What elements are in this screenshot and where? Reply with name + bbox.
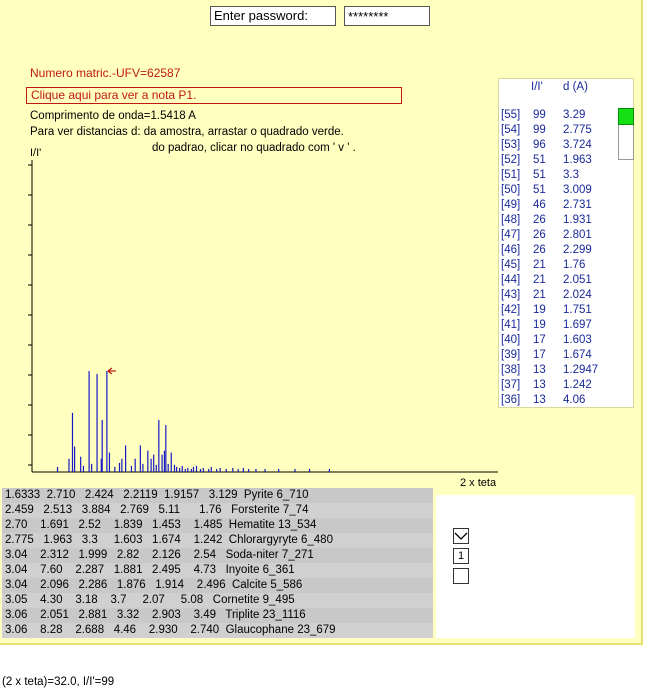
peak-list-cell-ii: 99 xyxy=(533,124,546,136)
peak-list-cell-ii: 17 xyxy=(533,334,546,346)
page-number-box[interactable]: 1 xyxy=(453,548,469,564)
peak-list-cell-ii: 13 xyxy=(533,394,546,406)
peak-list-cell-d: 2.775 xyxy=(563,124,592,136)
peak-list-cell-ii: 96 xyxy=(533,139,546,151)
mineral-row[interactable]: 1.6333 2.710 2.424 2.2119 1.9157 3.129 Pyrite 6_710 xyxy=(2,488,433,503)
mineral-row[interactable]: 2.775 1.963 3.3 1.603 1.674 1.242 Chlorargyryte 6_480 xyxy=(2,533,433,548)
peak-list-row[interactable] xyxy=(499,139,619,154)
peak-list-row[interactable] xyxy=(499,349,619,364)
peak-list-cell-idx: [50] xyxy=(501,184,521,196)
peak-list-cell-idx: [43] xyxy=(501,289,521,301)
peak-list-cell-d: 2.024 xyxy=(563,289,592,301)
matric-number: Numero matric.-UFV=62587 xyxy=(30,66,181,80)
peak-list-cell-idx: [37] xyxy=(501,379,521,391)
chart-peaks xyxy=(58,371,330,472)
peak-list-cell-idx: [40] xyxy=(501,334,521,346)
peak-list-cell-ii: 13 xyxy=(533,364,546,376)
peak-list-cell-idx: [44] xyxy=(501,274,521,286)
peak-list-row[interactable] xyxy=(499,199,619,214)
peak-list-cell-ii: 26 xyxy=(533,214,546,226)
peak-list-cell-d: 1.674 xyxy=(563,349,592,361)
peak-list-cell-idx: [48] xyxy=(501,214,521,226)
peak-list-row[interactable] xyxy=(499,259,619,274)
mineral-row[interactable]: 3.06 8.28 2.688 4.46 2.930 2.740 Glaucophane 23_679 xyxy=(2,623,433,638)
empty-checkbox[interactable] xyxy=(453,568,469,584)
password-input[interactable]: ******** xyxy=(344,6,430,26)
peak-list-row[interactable] xyxy=(499,244,619,259)
diffraction-chart[interactable] xyxy=(0,140,500,490)
peak-list-row[interactable] xyxy=(499,229,619,244)
peak-list-cell-d: 2.731 xyxy=(563,199,592,211)
mineral-row[interactable]: 2.70 1.691 2.52 1.839 1.453 1.485 Hematite 13_534 xyxy=(2,518,433,533)
peak-list-row[interactable] xyxy=(499,124,619,139)
green-slider-square[interactable] xyxy=(618,108,634,125)
peak-list-cell-d: 1.751 xyxy=(563,304,592,316)
peak-list-cell-idx: [47] xyxy=(501,229,521,241)
peak-list-cell-ii: 26 xyxy=(533,229,546,241)
check-icon xyxy=(454,529,468,543)
peak-list-cell-idx: [49] xyxy=(501,199,521,211)
peak-list-col-intensity: I/I' xyxy=(531,81,543,93)
peak-list-row[interactable] xyxy=(499,169,619,184)
peak-list-row[interactable] xyxy=(499,394,619,408)
peak-list-row[interactable] xyxy=(499,319,619,334)
peak-list-cell-d: 1.2947 xyxy=(563,364,599,376)
peak-list-cell-ii: 19 xyxy=(533,319,546,331)
peak-list-cell-d: 3.724 xyxy=(563,139,592,151)
peak-list-cell-ii: 26 xyxy=(533,244,546,256)
peak-list-cell-idx: [36] xyxy=(501,394,521,406)
peak-list-cell-d: 3.29 xyxy=(563,109,586,121)
peak-list-cell-ii: 51 xyxy=(533,169,546,181)
peak-list-cell-ii: 51 xyxy=(533,154,546,166)
peak-list-cell-d: 3.009 xyxy=(563,184,592,196)
mineral-row[interactable]: 3.06 2.051 2.881 3.32 2.903 3.49 Triplite 23_1116 xyxy=(2,608,433,623)
x-axis-label: 2 x teta xyxy=(460,477,497,489)
peak-list-row[interactable] xyxy=(499,364,619,379)
chart-axes xyxy=(28,160,498,472)
peak-list-row[interactable] xyxy=(499,109,619,124)
peak-list-cell-ii: 99 xyxy=(533,109,546,121)
peak-list-cell-ii: 21 xyxy=(533,259,546,271)
peak-list-cell-idx: [53] xyxy=(501,139,521,151)
peak-list-cell-ii: 51 xyxy=(533,184,546,196)
peak-list-cell-ii: 21 xyxy=(533,274,546,286)
peak-list-row[interactable] xyxy=(499,274,619,289)
peak-list-cell-idx: [38] xyxy=(501,364,521,376)
peak-list-row[interactable] xyxy=(499,289,619,304)
peak-list-cell-idx: [54] xyxy=(501,124,521,136)
peak-list-cell-d: 2.051 xyxy=(563,274,592,286)
grade-link-button[interactable]: Clique aqui para ver a nota P1. xyxy=(26,87,402,104)
instruction-line-1: Para ver distancias d: da amostra, arrastar o quadrado verde. xyxy=(30,126,344,138)
status-bar-text: (2 x teta)=32.0, I/I'=99 xyxy=(2,676,115,688)
mineral-row[interactable]: 3.04 2.096 2.286 1.876 1.914 2.496 Calcite 5_586 xyxy=(2,578,433,593)
peak-list-row[interactable] xyxy=(499,334,619,349)
mineral-table xyxy=(2,488,433,638)
peak-list-cell-ii: 13 xyxy=(533,379,546,391)
peak-list-cell-ii: 21 xyxy=(533,289,546,301)
mineral-row[interactable]: 3.05 4.30 3.18 3.7 2.07 5.08 Cornetite 9_495 xyxy=(2,593,433,608)
peak-list-cell-ii: 46 xyxy=(533,199,546,211)
peak-list-cell-idx: [45] xyxy=(501,259,521,271)
peak-list-cell-d: 1.963 xyxy=(563,154,592,166)
y-axis-label: I/I' xyxy=(30,147,42,159)
peak-list-row[interactable] xyxy=(499,184,619,199)
peak-list-col-d: d (A) xyxy=(563,81,588,93)
peak-list-cell-idx: [46] xyxy=(501,244,521,256)
peak-list-cell-d: 1.697 xyxy=(563,319,592,331)
peak-list-cell-d: 4.06 xyxy=(563,394,586,406)
peak-list-row[interactable] xyxy=(499,214,619,229)
peak-list-row[interactable] xyxy=(499,304,619,319)
compare-checkbox[interactable] xyxy=(453,528,469,544)
peak-list-cell-ii: 17 xyxy=(533,349,546,361)
peak-list-row[interactable] xyxy=(499,379,619,394)
peak-list-cell-d: 3.3 xyxy=(563,169,579,181)
marker-arrow-icon xyxy=(108,368,116,374)
peak-list-cell-idx: [41] xyxy=(501,319,521,331)
peak-list-cell-idx: [55] xyxy=(501,109,521,121)
peak-list-cell-d: 1.76 xyxy=(563,259,586,271)
wavelength-text: Comprimento de onda=1.5418 A xyxy=(30,110,196,122)
instruction-line-2: do padrao, clicar no quadrado com ' v ' . xyxy=(152,142,356,154)
password-label: Enter password: xyxy=(210,6,336,26)
right-panel xyxy=(436,495,635,638)
mineral-row[interactable]: 3.04 2.312 1.999 2.82 2.126 2.54 Soda-niter 7_271 xyxy=(2,548,433,563)
peak-list-cell-ii: 19 xyxy=(533,304,546,316)
peak-marker-arrow[interactable] xyxy=(108,368,116,374)
peak-list-cell-d: 2.299 xyxy=(563,244,592,256)
peak-list-cell-d: 1.603 xyxy=(563,334,592,346)
peak-list-cell-d: 1.931 xyxy=(563,214,592,226)
peak-list-row[interactable] xyxy=(499,154,619,169)
peak-list-cell-d: 2.801 xyxy=(563,229,592,241)
mineral-row[interactable]: 3.04 7.60 2.287 1.881 2.495 4.73 Inyoite 6_361 xyxy=(2,563,433,578)
peak-list-cell-d: 1.242 xyxy=(563,379,592,391)
peak-list-panel xyxy=(498,78,634,408)
mineral-row[interactable]: 2.459 2.513 3.884 2.769 5.11 1.76 Forsterite 7_74 xyxy=(2,503,433,518)
peak-list-cell-idx: [42] xyxy=(501,304,521,316)
peak-list-cell-idx: [52] xyxy=(501,154,521,166)
peak-list-cell-idx: [51] xyxy=(501,169,521,181)
peak-list-cell-idx: [39] xyxy=(501,349,521,361)
